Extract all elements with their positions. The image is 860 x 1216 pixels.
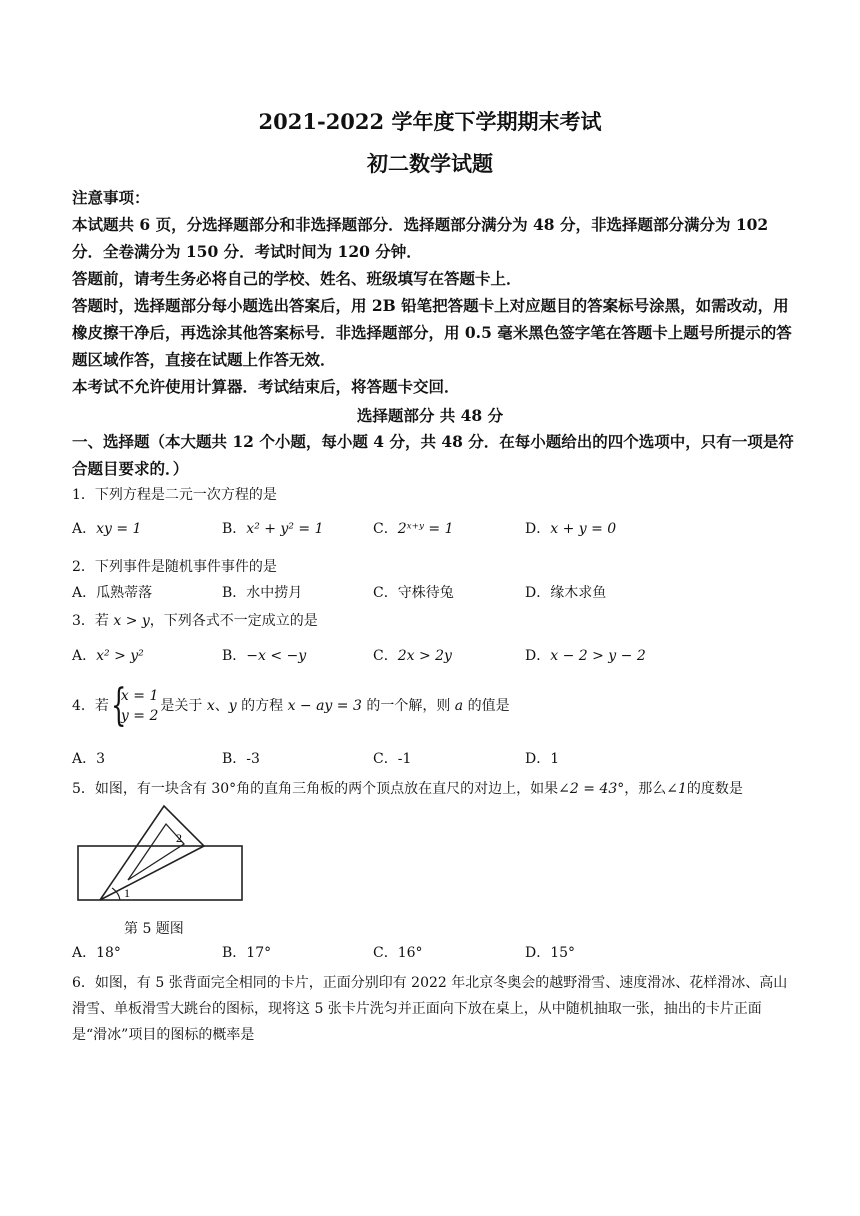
option-b: B．-3 xyxy=(222,751,260,767)
ruler-triangle-figure xyxy=(72,800,252,910)
option-c: C．-1 xyxy=(373,751,412,767)
option-b: B．x² + y² = 1 xyxy=(222,521,324,537)
option-b: B．−x < −y xyxy=(222,648,307,664)
question-6-stem: 6．如图，有 5 张背面完全相同的卡片，正面分别印有 2022 年北京冬奥会的越野滑雪、速度滑冰、花样滑冰、高山滑雪、单板滑雪大跳台的图标，现将这 5 张卡片洗匀并正面向下放在桌上，从中随机抽取一张，抽出的卡片正面是“滑冰”项目的图标的概率是 xyxy=(72,975,788,1043)
question-1-stem: 1．下列方程是二元一次方程的是 xyxy=(72,487,277,503)
ruler-rect xyxy=(78,846,242,900)
notice-heading: 注意事项： xyxy=(72,188,150,207)
question-5-stem: 5．如图，有一块含有 30°角的直角三角板的两个顶点放在直尺的对边上，如果∠2 = 43°，那么∠1的度数是 xyxy=(72,781,743,797)
option-d: D．x − 2 > y − 2 xyxy=(525,648,646,664)
question-5-options xyxy=(72,942,796,968)
equation-system: { x = 1 y = 2 xyxy=(110,680,159,731)
option-c: C．2x > 2y xyxy=(373,648,452,664)
question-4-stem: 4．若 { x = 1 y = 2 是关于 x、y 的方程 x − ay = 3 的一个解，则 a 的值是 xyxy=(72,680,510,731)
angle-2-label: 2 xyxy=(176,831,182,845)
option-a: A．18° xyxy=(72,945,121,961)
option-d: D．15° xyxy=(525,945,576,961)
option-c: C．2ˣ⁺ʸ = 1 xyxy=(373,521,454,537)
option-d: D．1 xyxy=(525,751,560,767)
notice-block xyxy=(72,184,796,400)
question-3-options xyxy=(72,645,796,671)
option-b: B．水中捞月 xyxy=(222,585,303,601)
option-a: A．瓜熟蒂落 xyxy=(72,585,153,601)
notice-paragraph-4: 本考试不允许使用计算器．考试结束后，将答题卡交回． xyxy=(72,377,460,396)
question-1-options xyxy=(72,518,796,544)
option-c: C．守株待兔 xyxy=(373,585,454,601)
option-b: B．17° xyxy=(222,945,272,961)
option-d: D．缘木求鱼 xyxy=(525,585,607,601)
question-4-options xyxy=(72,748,796,774)
question-2-stem: 2．下列事件是随机事件事件的是 xyxy=(72,559,277,575)
triangle-outer xyxy=(100,806,204,900)
part-heading: 一、选择题（本大题共 12 个小题，每小题 4 分，共 48 分．在每小题给出的四个选项中，只有一项是符合题目要求的．） xyxy=(72,432,794,478)
notice-paragraph-2: 答题前，请考生务必将自己的学校、姓名、班级填写在答题卡上． xyxy=(72,269,522,288)
option-c: C．16° xyxy=(373,945,423,961)
option-a: A．xy = 1 xyxy=(72,521,142,537)
option-a: A．x² > y² xyxy=(72,648,144,664)
exam-title: 2021-2022 学年度下学期期末考试 xyxy=(258,109,602,134)
section-title: 选择题部分 共 48 分 xyxy=(356,406,504,425)
notice-paragraph-1: 本试题共 6 页，分选择题部分和非选择题部分．选择题部分满分为 48 分，非选择题部分满分为 102 分．全卷满分为 150 分．考试时间为 120 分钟． xyxy=(72,215,769,261)
notice-paragraph-3: 答题时，选择题部分每小题选出答案后，用 2B 铅笔把答题卡上对应题目的答案标号涂黑，如需改动，用橡皮擦干净后，再选涂其他答案标号．非选择题部分，用 0.5 毫米黑色签字笔在答题卡上题号所提示的答题区域作答，直接在试题上作答无效． xyxy=(72,296,792,369)
option-a: A．3 xyxy=(72,751,106,767)
option-d: D．x + y = 0 xyxy=(525,521,617,537)
question-3-stem: 3．若 x > y，下列各式不一定成立的是 xyxy=(72,613,318,629)
question-2-options xyxy=(72,582,796,608)
figure-caption: 第 5 题图 xyxy=(124,921,184,937)
exam-subtitle: 初二数学试题 xyxy=(367,151,493,176)
angle-1-label: 1 xyxy=(124,886,130,900)
